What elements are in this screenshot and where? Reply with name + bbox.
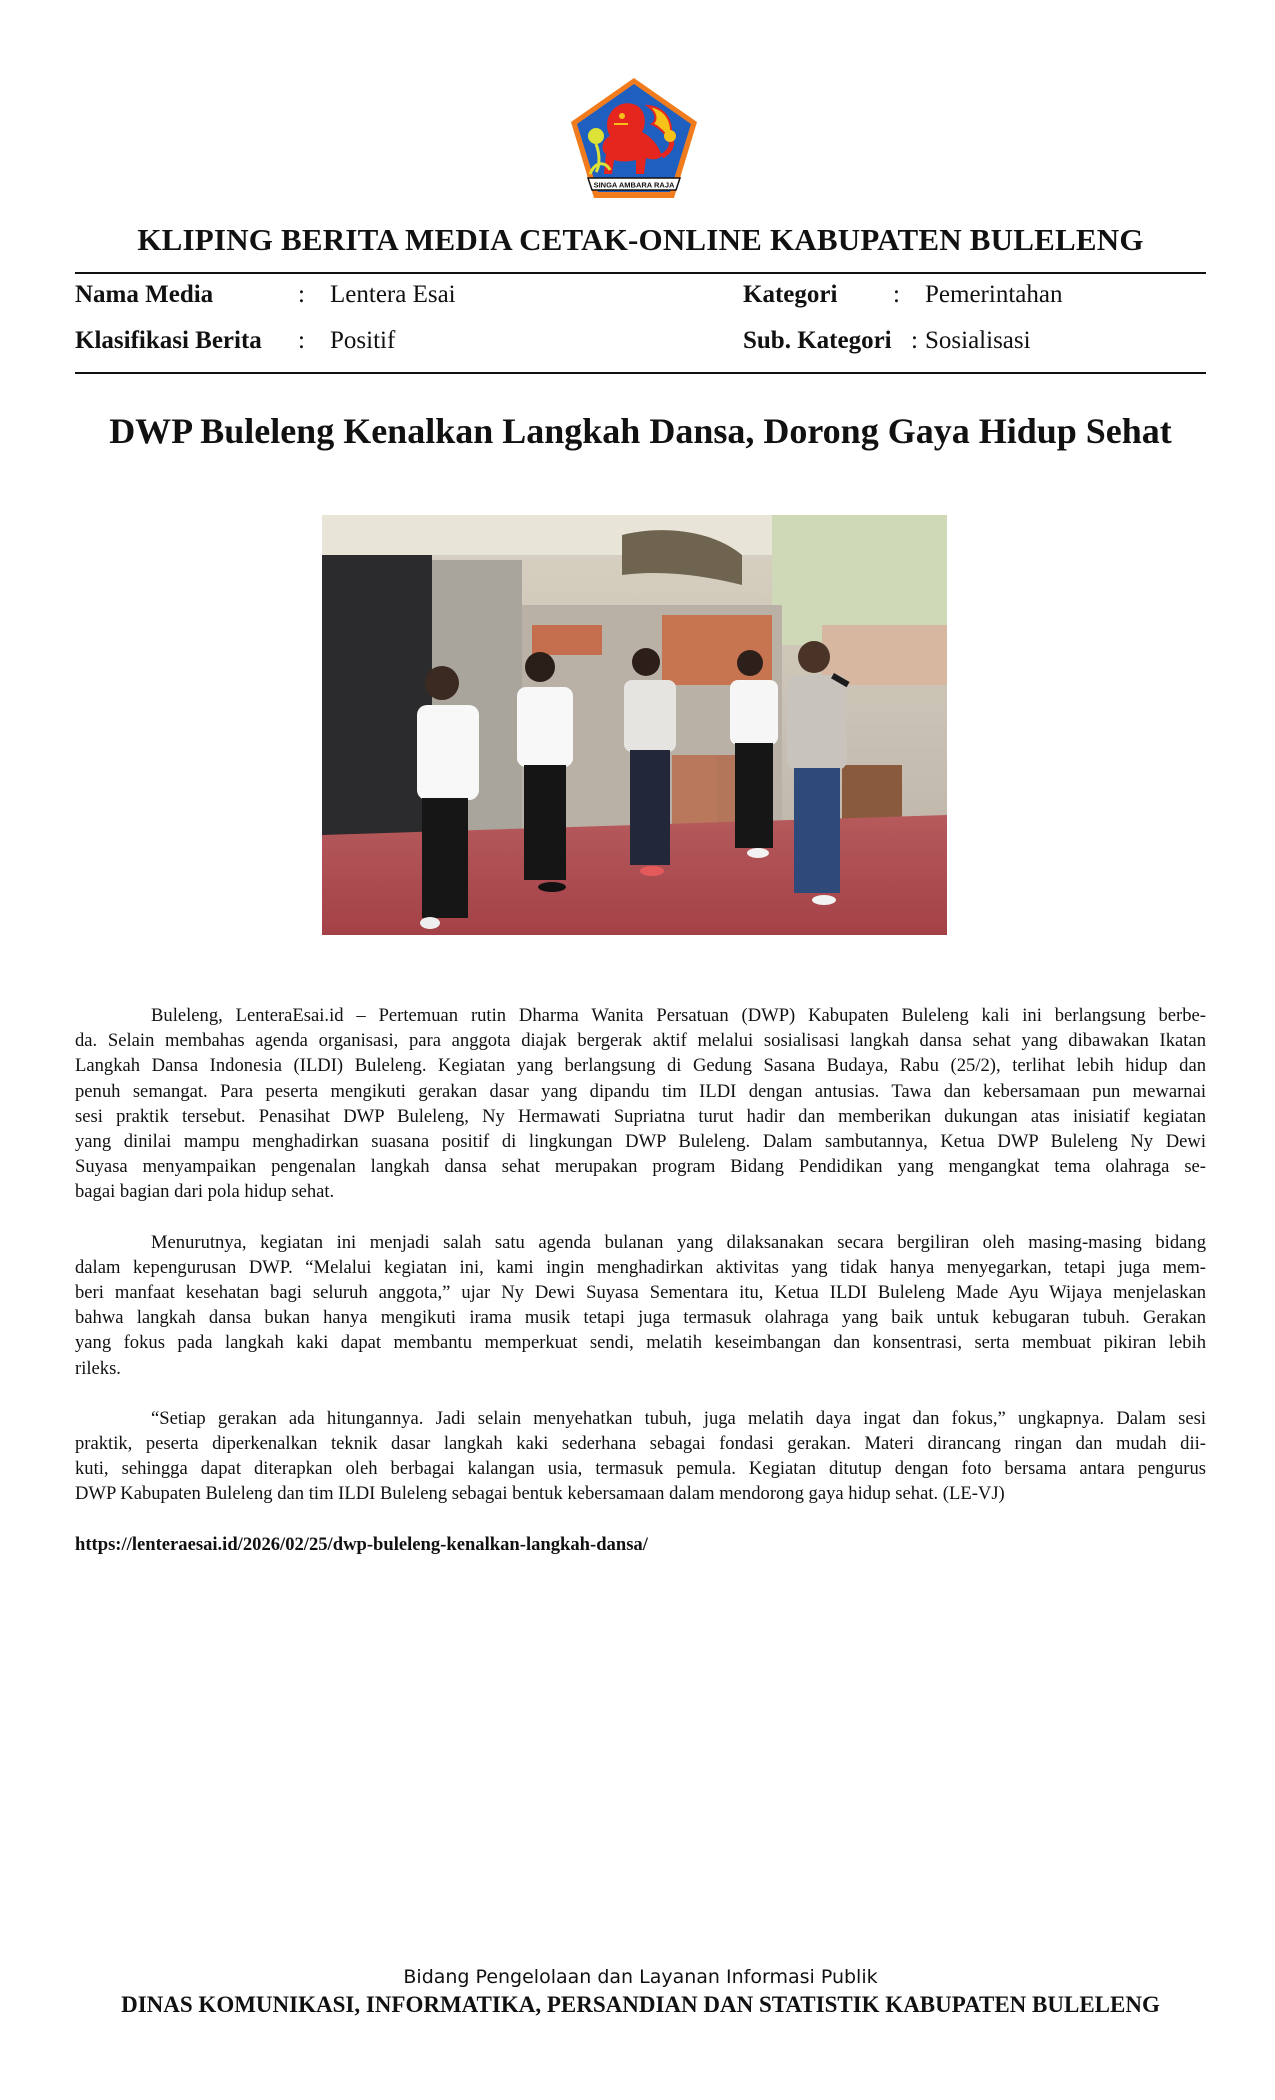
article-paragraph-3: [75, 1406, 1206, 1507]
paragraph-line: bahwa langkah dansa bukan hanya mengikuti irama musik tetapi juga termasuk olahraga yang baik untuk kebugaran tubuh. Gerakan: [75, 1307, 1206, 1329]
paragraph-line: “Setiap gerakan ada hitungannya. Jadi selain menyehatkan tubuh, juga melatih daya ingat dan fokus,” ungkapnya. Dalam sesi: [151, 1407, 1206, 1429]
paragraph-line: rileks.: [75, 1357, 121, 1379]
kabupaten-buleleng-logo: [566, 74, 702, 202]
paragraph-line: Buleleng, LenteraEsai.id – Pertemuan rutin Dharma Wanita Persatuan (DWP) Kabupaten Buleleng kali ini berlangsung berbe-: [151, 1005, 1206, 1026]
kategori-label: Kategori: [743, 281, 838, 308]
klasifikasi-colon: :: [298, 327, 305, 354]
dancer-3: [624, 648, 676, 876]
source-url-link[interactable]: https://lenteraesai.id/2026/02/25/dwp-buleleng-kenalkan-langkah-dansa/: [75, 1533, 648, 1555]
paragraph-line: Langkah Dansa Indonesia (ILDI) Buleleng. Kegiatan yang berlangsung di Gedung Sasana Budaya, Rabu (25/2), terlihat lebih hidup dan: [75, 1055, 1206, 1077]
sub-kategori-colon: :: [911, 327, 918, 354]
nama-media-value: Lentera Esai: [330, 281, 456, 308]
sub-kategori-label: Sub. Kategori: [743, 327, 892, 354]
paragraph-line: penuh semangat. Para peserta mengikuti gerakan dasar yang dipandu tim ILDI dengan antusias. Tawa dan kebersamaan pun mewarnai: [75, 1080, 1206, 1102]
article-body: [75, 1003, 1206, 1557]
paragraph-line: yang fokus pada langkah kaki dapat membantu memperkuat sendi, melatih keseimbangan dan konsentrasi, serta membuat pikiran lebih: [75, 1332, 1206, 1354]
paragraph-line: Suyasa menyampaikan pengenalan langkah dansa sehat merupakan program Bidang Pendidikan yang mengangkat tema olahraga se-: [75, 1156, 1206, 1178]
paragraph-line: dalam kepengurusan DWP. “Melalui kegiatan ini, kami ingin menghadirkan aktivitas yang tidak hanya menyegarkan, tetapi juga mem-: [75, 1256, 1206, 1278]
paragraph-line: kuti, sehingga dapat diterapkan oleh berbagai kalangan usia, termasuk pemula. Kegiatan ditutup dengan foto bersama antara pengurus: [75, 1458, 1206, 1480]
nama-media-colon: :: [298, 281, 305, 308]
paragraph-line: bagai bagian dari pola hidup sehat.: [75, 1181, 335, 1203]
paragraph-line: praktik, peserta diperkenalkan teknik dasar langkah kaki sederhana sebagai fondasi gerakan. Materi dirancang ringan dan mudah dii-: [75, 1433, 1206, 1455]
emblem-icon: [566, 74, 702, 202]
header-top-rule: [75, 272, 1206, 274]
dance-practice-photo: [322, 515, 947, 935]
article-headline: DWP Buleleng Kenalkan Langkah Dansa, Dorong Gaya Hidup Sehat: [109, 411, 1172, 451]
kategori-colon: :: [893, 281, 900, 308]
paragraph-line: beri manfaat kesehatan bagi seluruh anggota,” ujar Ny Dewi Suyasa Sementara itu, Ketua ILDI Buleleng Made Ayu Wijaya menjelaskan: [75, 1282, 1206, 1304]
kategori-value: Pemerintahan: [925, 281, 1063, 308]
paragraph-line: yang dinilai mampu menghadirkan suasana positif di lingkungan DWP Buleleng. Dalam sambutannya, Ketua DWP Buleleng Ny Dewi: [75, 1131, 1206, 1153]
footer-agency: DINAS KOMUNIKASI, INFORMATIKA, PERSANDIAN DAN STATISTIK KABUPATEN BULELENG: [121, 1992, 1160, 2017]
meta-row-2: [75, 327, 1206, 361]
emblem-motto: SINGA AMBARA RAJA: [593, 180, 675, 190]
paragraph-line: Menurutnya, kegiatan ini menjadi salah satu agenda bulanan yang dilaksanakan secara bergiliran oleh masing-masing bidang: [151, 1231, 1206, 1253]
footer-subtitle: Bidang Pengelolaan dan Layanan Informasi Publik: [403, 1966, 878, 1988]
article-paragraph-1: [75, 1003, 1206, 1205]
article-photo: [322, 515, 947, 935]
sub-kategori-value: Sosialisasi: [925, 327, 1031, 354]
document-title: KLIPING BERITA MEDIA CETAK-ONLINE KABUPATEN BULELENG: [137, 222, 1144, 257]
dancer-4: [730, 650, 778, 858]
klasifikasi-value: Positif: [330, 327, 396, 354]
klasifikasi-label: Klasifikasi Berita: [75, 327, 262, 354]
paragraph-line: da. Selain membahas agenda organisasi, para anggota diajak bergerak aktif melalui sosialisasi langkah dansa sehat yang dibawakan Ikatan: [75, 1030, 1206, 1052]
nama-media-label: Nama Media: [75, 281, 214, 308]
article-paragraph-2: [75, 1230, 1206, 1381]
meta-row-1: [75, 281, 1206, 315]
paragraph-line: DWP Kabupaten Buleleng dan tim ILDI Buleleng sebagai bentuk kebersamaan dalam mendorong gaya hidup sehat. (LE-VJ): [75, 1483, 1005, 1505]
header-bottom-rule: [75, 372, 1206, 374]
paragraph-line: sesi praktik tersebut. Penasihat DWP Buleleng, Ny Hermawati Supriatna turut hadir dan memberikan dukungan atas inisiatif kegiatan: [75, 1105, 1206, 1127]
dancer-2: [517, 652, 573, 892]
